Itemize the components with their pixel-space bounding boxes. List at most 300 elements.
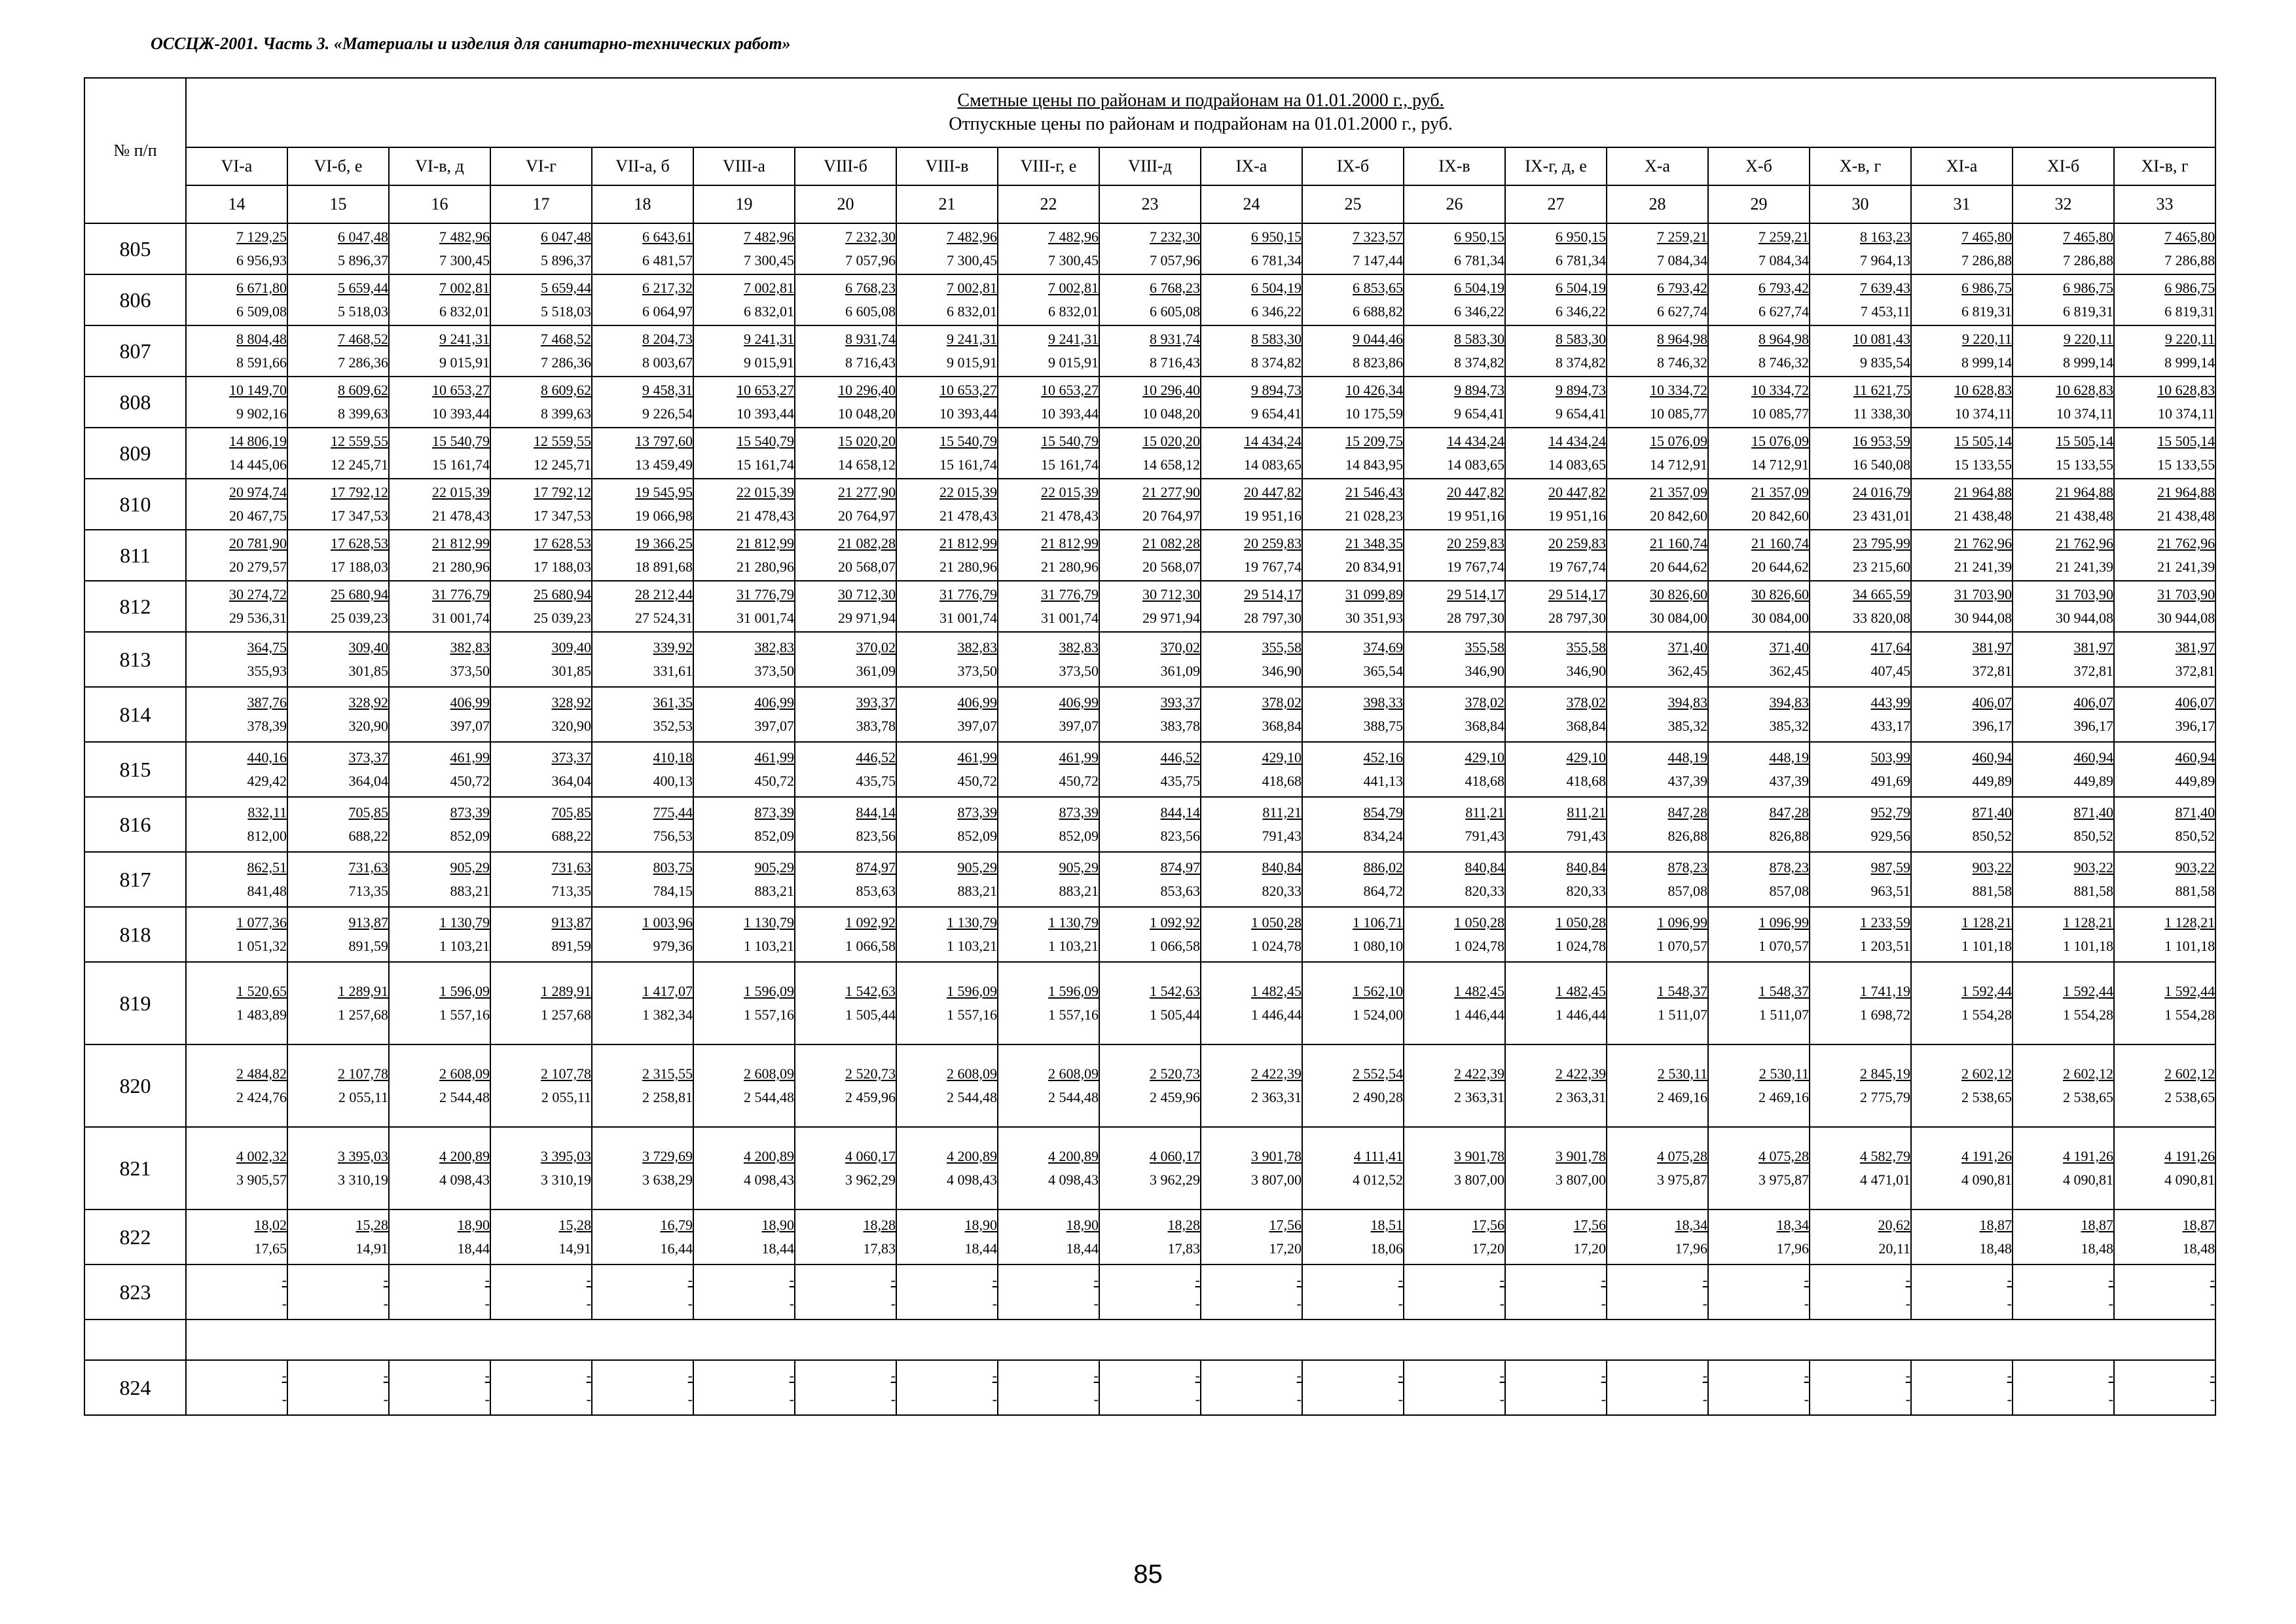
price-cell: [1911, 1209, 2013, 1264]
estimate-price: 378,02: [1566, 694, 1606, 710]
release-price: -: [484, 1295, 490, 1312]
price-cell: [287, 1360, 389, 1415]
price-cell: [2013, 907, 2114, 962]
estimate-price: 9 894,73: [1454, 382, 1504, 398]
estimate-price: 903,22: [2073, 859, 2113, 876]
estimate-price: 20 781,90: [229, 535, 287, 551]
estimate-price: 854,79: [1363, 804, 1403, 821]
release-price: 10 393,44: [1041, 405, 1099, 422]
release-price: 1 554,28: [2063, 1006, 2113, 1023]
row-number: 808: [84, 377, 186, 428]
release-price: 1 070,57: [1758, 938, 1809, 954]
estimate-price: 10 628,83: [2056, 382, 2113, 398]
estimate-price: 29 514,17: [1548, 586, 1606, 602]
release-price: 10 085,77: [1751, 405, 1809, 422]
release-price: -: [687, 1295, 693, 1312]
price-cell: [592, 1127, 693, 1209]
estimate-price: -: [1195, 1367, 1200, 1384]
estimate-price: 14 806,19: [229, 433, 287, 449]
release-price: 1 446,44: [1454, 1006, 1504, 1023]
estimate-price: 17 792,12: [331, 484, 388, 500]
price-cell: [389, 687, 490, 742]
price-cell: [1505, 1044, 1607, 1127]
estimate-price: 15 540,79: [939, 433, 997, 449]
estimate-price: -: [484, 1272, 490, 1288]
price-cell: [490, 377, 592, 428]
price-cell: [693, 581, 795, 632]
estimate-price: 406,07: [2073, 694, 2113, 710]
price-cell: [490, 274, 592, 325]
estimate-price: 373,37: [551, 749, 591, 766]
estimate-price: 2 107,78: [338, 1065, 388, 1082]
estimate-price: 6 504,19: [1454, 280, 1504, 296]
table-row: [84, 1044, 2215, 1127]
release-price: 7 300,45: [1048, 252, 1099, 268]
price-cell: [389, 962, 490, 1044]
estimate-price: 844,14: [856, 804, 896, 821]
price-cell: [186, 530, 287, 581]
estimate-price: 2 484,82: [236, 1065, 287, 1082]
estimate-price: 17 792,12: [534, 484, 591, 500]
price-cell: [1505, 1264, 1607, 1320]
estimate-price: -: [2108, 1367, 2113, 1384]
release-price: 7 300,45: [439, 252, 490, 268]
estimate-price: 7 232,30: [1150, 229, 1200, 245]
estimate-price: 7 482,96: [1048, 229, 1099, 245]
release-price: 20 279,57: [229, 559, 287, 575]
release-price: 820,33: [1566, 883, 1606, 899]
release-price: -: [890, 1295, 896, 1312]
release-price: -: [2210, 1295, 2215, 1312]
price-cell: [1708, 428, 1810, 479]
estimate-price: 8 931,74: [845, 331, 896, 347]
price-cell: [1404, 377, 1505, 428]
release-price: 18,44: [1066, 1240, 1099, 1257]
release-price: 17,83: [863, 1240, 896, 1257]
price-cell: [186, 632, 287, 687]
release-price: 17,96: [1675, 1240, 1707, 1257]
price-cell: [1810, 274, 1911, 325]
estimate-price: 15 540,79: [737, 433, 794, 449]
estimate-price: 11 621,75: [1853, 382, 1910, 398]
estimate-price: 18,87: [2182, 1217, 2215, 1233]
estimate-price: 9 044,46: [1353, 331, 1403, 347]
price-cell: [1404, 1044, 1505, 1127]
release-price: 1 080,10: [1353, 938, 1403, 954]
release-price: 396,17: [1972, 718, 2012, 734]
estimate-price: 382,83: [450, 639, 490, 655]
release-price: 18,48: [2081, 1240, 2113, 1257]
estimate-price: 429,10: [1262, 749, 1302, 766]
price-cell: [287, 1209, 389, 1264]
release-price: 10 374,11: [2056, 405, 2113, 422]
release-price: 6 605,08: [845, 303, 896, 320]
price-cell: [2114, 1264, 2215, 1320]
release-price: 852,09: [957, 828, 997, 844]
estimate-price: 18,87: [2081, 1217, 2113, 1233]
estimate-price: 886,02: [1363, 859, 1403, 876]
release-price: 491,69: [1870, 773, 1910, 789]
price-cell: [896, 1127, 998, 1209]
price-cell: [592, 742, 693, 797]
estimate-price: 21 762,96: [2056, 535, 2113, 551]
release-price: 8 999,14: [2164, 354, 2215, 371]
release-price: 18,44: [457, 1240, 490, 1257]
release-price: 441,13: [1363, 773, 1403, 789]
estimate-price: 9 894,73: [1556, 382, 1606, 398]
estimate-price: 15 505,14: [2056, 433, 2113, 449]
release-price: 17 347,53: [534, 507, 591, 524]
price-cell: [1404, 274, 1505, 325]
estimate-price: 10 653,27: [737, 382, 794, 398]
estimate-price: 29 514,17: [1447, 586, 1504, 602]
price-cell: [1911, 687, 2013, 742]
release-price: 385,32: [1667, 718, 1707, 734]
release-price: 688,22: [551, 828, 591, 844]
price-cell: [1708, 479, 1810, 530]
price-cell: [795, 1209, 896, 1264]
estimate-price: 30 826,60: [1751, 586, 1809, 602]
release-price: 6 627,74: [1758, 303, 1809, 320]
price-cell: [592, 852, 693, 907]
estimate-price: 9 241,31: [1048, 331, 1099, 347]
release-price: 17 188,03: [331, 559, 388, 575]
release-price: 21 241,39: [1954, 559, 2012, 575]
estimate-price: 6 986,75: [2164, 280, 2215, 296]
price-cell: [693, 687, 795, 742]
release-price: 14,91: [558, 1240, 591, 1257]
release-price: 18,44: [964, 1240, 997, 1257]
release-price: -: [1093, 1391, 1099, 1407]
release-price: -: [1195, 1391, 1200, 1407]
estimate-price: 371,40: [1769, 639, 1809, 655]
release-price: 6 832,01: [439, 303, 490, 320]
estimate-price: -: [1296, 1272, 1302, 1288]
price-cell: [1505, 632, 1607, 687]
release-price: 19 066,98: [635, 507, 693, 524]
release-price: 418,68: [1262, 773, 1302, 789]
estimate-price: 1 106,71: [1353, 914, 1403, 931]
release-price: 4 098,43: [744, 1172, 794, 1188]
estimate-price: -: [586, 1272, 591, 1288]
release-price: 346,90: [1262, 663, 1302, 679]
estimate-price: 1 596,09: [947, 983, 997, 999]
release-price: 21 478,43: [1041, 507, 1099, 524]
price-cell: [2114, 852, 2215, 907]
release-price: 1 103,21: [1048, 938, 1099, 954]
estimate-price: 361,35: [653, 694, 693, 710]
price-cell: [998, 581, 1099, 632]
release-price: 437,39: [1667, 773, 1707, 789]
column-number: 20: [795, 185, 896, 223]
estimate-price: 30 712,30: [1142, 586, 1200, 602]
estimate-price: -: [383, 1367, 388, 1384]
release-price: 6 819,31: [1961, 303, 2012, 320]
release-price: 383,78: [1160, 718, 1200, 734]
estimate-price: 9 241,31: [439, 331, 490, 347]
price-cell: [490, 742, 592, 797]
release-price: 4 471,01: [1860, 1172, 1910, 1188]
price-cell: [1302, 852, 1404, 907]
estimate-price: 3 395,03: [338, 1148, 388, 1164]
release-price: 9 902,16: [236, 405, 287, 422]
release-price: 6 832,01: [1048, 303, 1099, 320]
row-number: 813: [84, 632, 186, 687]
release-price: 7 300,45: [947, 252, 997, 268]
price-cell: [1810, 962, 1911, 1044]
release-price: 29 971,94: [1142, 610, 1200, 626]
estimate-price: 10 149,70: [229, 382, 287, 398]
price-cell: [795, 1044, 896, 1127]
price-cell: [389, 530, 490, 581]
price-cell: [287, 1264, 389, 1320]
release-price: 23 431,01: [1853, 507, 1910, 524]
price-cell: [389, 428, 490, 479]
estimate-price: 873,39: [754, 804, 794, 821]
price-cell: [1911, 325, 2013, 377]
column-number: 21: [896, 185, 998, 223]
price-cell: [1911, 1127, 2013, 1209]
release-price: 397,07: [957, 718, 997, 734]
price-cell: [287, 377, 389, 428]
estimate-price: -: [1702, 1272, 1707, 1288]
price-cell: [1404, 223, 1505, 274]
release-price: 21 438,48: [1954, 507, 2012, 524]
release-price: 301,85: [348, 663, 388, 679]
row-number: 807: [84, 325, 186, 377]
release-price: 362,45: [1667, 663, 1707, 679]
estimate-price: -: [1905, 1367, 1910, 1384]
estimate-price: 20 259,83: [1447, 535, 1504, 551]
release-price: 361,09: [1160, 663, 1200, 679]
price-cell: [1302, 687, 1404, 742]
price-cell: [2114, 1127, 2215, 1209]
price-cell: [795, 962, 896, 1044]
release-price: 31 001,74: [939, 610, 997, 626]
estimate-price: 1 548,37: [1758, 983, 1809, 999]
price-cell: [1505, 530, 1607, 581]
row-number: 819: [84, 962, 186, 1044]
table-row: [84, 852, 2215, 907]
price-cell: [1911, 1264, 2013, 1320]
price-cell: [1099, 852, 1201, 907]
estimate-price: 1 592,44: [2063, 983, 2113, 999]
price-cell: [998, 428, 1099, 479]
price-cell: [998, 479, 1099, 530]
estimate-price: -: [1601, 1272, 1606, 1288]
release-price: 14 445,06: [229, 456, 287, 473]
price-cell: [186, 962, 287, 1044]
release-price: 450,72: [450, 773, 490, 789]
release-price: 21 280,96: [737, 559, 794, 575]
estimate-price: 21 160,74: [1650, 535, 1707, 551]
price-cell: [389, 325, 490, 377]
release-price: 853,63: [1160, 883, 1200, 899]
estimate-price: 8 804,48: [236, 331, 287, 347]
price-cell: [1099, 632, 1201, 687]
release-price: 3 807,00: [1251, 1172, 1302, 1188]
release-price: -: [282, 1391, 287, 1407]
estimate-price: -: [1093, 1272, 1099, 1288]
release-price: 437,39: [1769, 773, 1809, 789]
release-price: -: [1195, 1295, 1200, 1312]
release-price: 9 835,54: [1860, 354, 1910, 371]
estimate-price: 10 334,72: [1650, 382, 1707, 398]
estimate-price: 31 776,79: [737, 586, 794, 602]
region-header: XI-б: [2013, 147, 2114, 185]
estimate-price: 1 130,79: [439, 914, 490, 931]
price-cell: [998, 325, 1099, 377]
price-cell: [2114, 530, 2215, 581]
estimate-price: 8 583,30: [1454, 331, 1504, 347]
release-price: 20 644,62: [1650, 559, 1707, 575]
estimate-price: 9 894,73: [1251, 382, 1302, 398]
price-cell: [389, 1264, 490, 1320]
estimate-price: 1 096,99: [1657, 914, 1707, 931]
price-cell: [1708, 797, 1810, 852]
estimate-price: 6 950,15: [1556, 229, 1606, 245]
release-price: 31 001,74: [1041, 610, 1099, 626]
release-price: 8 716,43: [845, 354, 896, 371]
estimate-price: 448,19: [1667, 749, 1707, 766]
price-cell: [1911, 1360, 2013, 1415]
estimate-price: 4 075,28: [1657, 1148, 1707, 1164]
price-cell: [1911, 962, 2013, 1044]
price-cell: [592, 1264, 693, 1320]
estimate-price: 8 583,30: [1251, 331, 1302, 347]
price-cell: [2013, 1264, 2114, 1320]
price-cell: [1201, 223, 1302, 274]
price-cell: [1810, 1209, 1911, 1264]
estimate-price: -: [992, 1272, 997, 1288]
price-cell: [1302, 797, 1404, 852]
estimate-price: 2 422,39: [1556, 1065, 1606, 1082]
price-cell: [693, 377, 795, 428]
price-cell: [1911, 274, 2013, 325]
estimate-price: 382,83: [1059, 639, 1099, 655]
price-cell: [490, 1360, 592, 1415]
price-cell: [693, 962, 795, 1044]
estimate-price: 6 504,19: [1251, 280, 1302, 296]
release-price: 688,22: [348, 828, 388, 844]
price-cell: [1302, 428, 1404, 479]
price-cell: [896, 1044, 998, 1127]
price-cell: [1505, 1360, 1607, 1415]
release-price: 2 538,65: [1961, 1089, 2012, 1105]
column-number: 18: [592, 185, 693, 223]
estimate-price: 2 552,54: [1353, 1065, 1403, 1082]
price-cell: [490, 325, 592, 377]
estimate-price: 6 853,65: [1353, 280, 1403, 296]
price-cell: [896, 223, 998, 274]
estimate-price: 6 986,75: [2063, 280, 2113, 296]
release-price: -: [1804, 1295, 1809, 1312]
estimate-price: 10 426,34: [1345, 382, 1403, 398]
release-price: 883,21: [754, 883, 794, 899]
release-price: 1 024,78: [1454, 938, 1504, 954]
price-cell: [1607, 907, 1708, 962]
region-header: IX-г, д, е: [1505, 147, 1607, 185]
estimate-price: 4 075,28: [1758, 1148, 1809, 1164]
release-price: 27 524,31: [635, 610, 693, 626]
release-price: 14 083,65: [1244, 456, 1302, 473]
release-price: 791,43: [1465, 828, 1504, 844]
price-cell: [2114, 632, 2215, 687]
release-price: 30 944,08: [2157, 610, 2215, 626]
estimate-price: 378,02: [1262, 694, 1302, 710]
release-price: 368,84: [1465, 718, 1504, 734]
release-price: 1 554,28: [2164, 1006, 2215, 1023]
release-price: 21 241,39: [2056, 559, 2113, 575]
estimate-price: 21 964,88: [1954, 484, 2012, 500]
release-price: 2 459,96: [845, 1089, 896, 1105]
release-price: 19 767,74: [1244, 559, 1302, 575]
estimate-price: 6 950,15: [1251, 229, 1302, 245]
release-price: -: [586, 1391, 591, 1407]
table-row: [84, 223, 2215, 274]
release-price: 15 133,55: [1954, 456, 2012, 473]
release-price: 2 775,79: [1860, 1089, 1910, 1105]
price-cell: [1201, 581, 1302, 632]
row-number: 817: [84, 852, 186, 907]
estimate-price: 2 608,09: [1048, 1065, 1099, 1082]
release-price: 364,04: [551, 773, 591, 789]
release-price: 418,68: [1566, 773, 1606, 789]
price-cell: [287, 1127, 389, 1209]
price-cell: [1607, 325, 1708, 377]
estimate-price: 6 504,19: [1556, 280, 1606, 296]
price-cell: [1099, 1127, 1201, 1209]
release-price: 1 257,68: [541, 1006, 591, 1023]
estimate-price: 1 128,21: [2164, 914, 2215, 931]
release-price: 3 310,19: [338, 1172, 388, 1188]
estimate-price: 840,84: [1566, 859, 1606, 876]
estimate-price: 987,59: [1870, 859, 1910, 876]
price-cell: [1810, 852, 1911, 907]
estimate-price: -: [1702, 1367, 1707, 1384]
price-cell: [1505, 797, 1607, 852]
price-cell: [287, 1044, 389, 1127]
release-price: -: [1398, 1295, 1403, 1312]
release-price: 6 481,57: [642, 252, 693, 268]
price-cell: [1911, 223, 2013, 274]
release-price: 1 446,44: [1556, 1006, 1606, 1023]
price-cell: [287, 581, 389, 632]
release-price: 5 896,37: [338, 252, 388, 268]
price-cell: [998, 632, 1099, 687]
estimate-price: 461,99: [957, 749, 997, 766]
release-price: 396,17: [2073, 718, 2113, 734]
release-price: 8 374,82: [1454, 354, 1504, 371]
estimate-price: 1 289,91: [338, 983, 388, 999]
estimate-price: 406,99: [450, 694, 490, 710]
price-cell: [2114, 742, 2215, 797]
column-number: 31: [1911, 185, 2013, 223]
estimate-price: 6 671,80: [236, 280, 287, 296]
estimate-price: 811,21: [1262, 804, 1302, 821]
price-cell: [1810, 428, 1911, 479]
row-number: 818: [84, 907, 186, 962]
estimate-price: 373,37: [348, 749, 388, 766]
price-cell: [1505, 907, 1607, 962]
price-cell: [998, 1044, 1099, 1127]
price-cell: [2013, 377, 2114, 428]
price-cell: [1505, 1127, 1607, 1209]
estimate-price: 4 060,17: [1150, 1148, 1200, 1164]
release-price: -: [1296, 1295, 1302, 1312]
price-cell: [1099, 223, 1201, 274]
price-cell: [1911, 1044, 2013, 1127]
